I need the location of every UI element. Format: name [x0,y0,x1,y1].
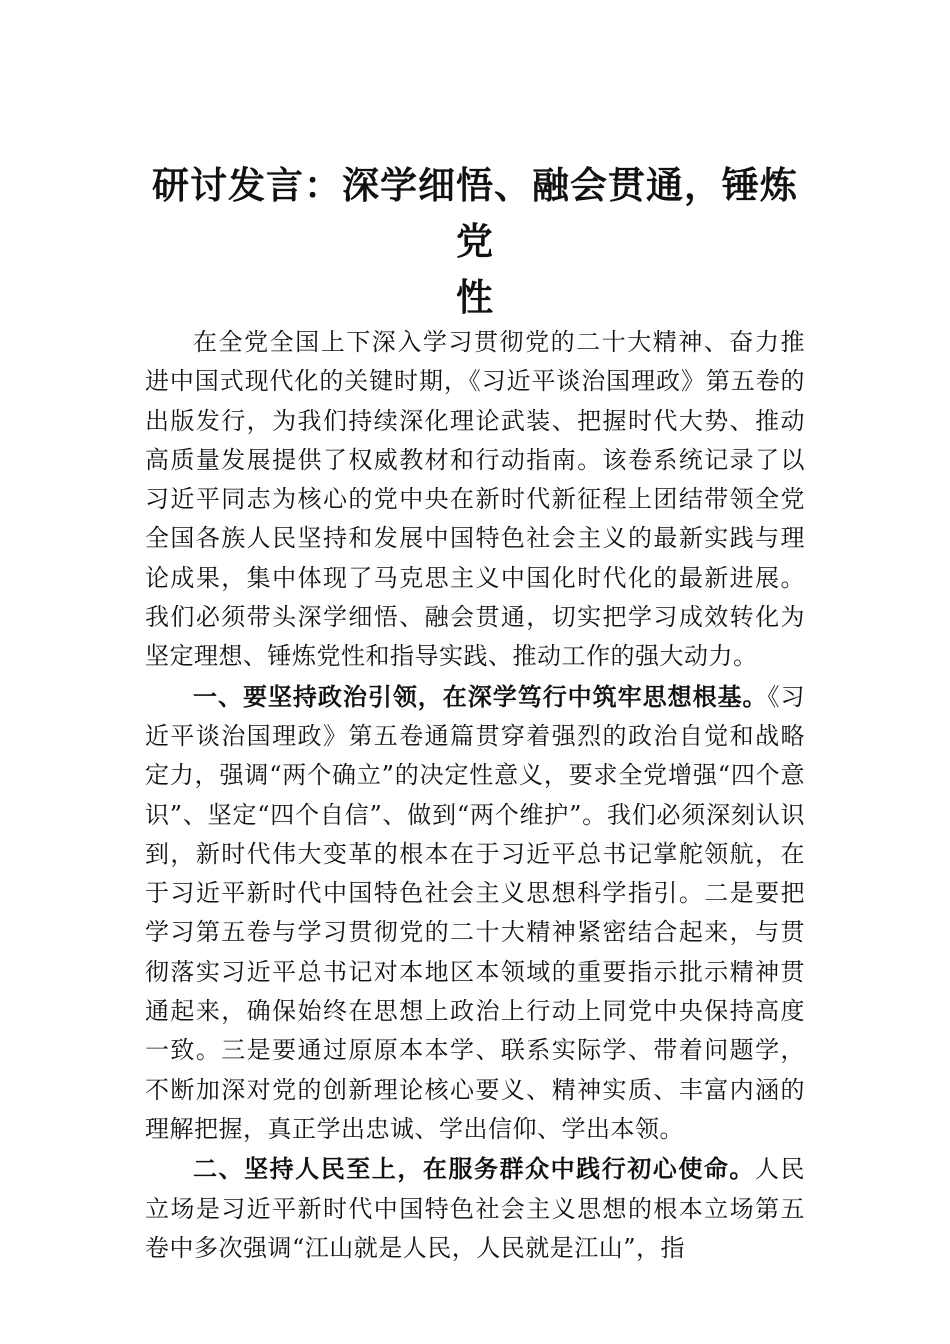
paragraph-text: 在全党全国上下深入学习贯彻党的二十大精神、奋力推进中国式现代化的关键时期，《习近平谈治国理政》第五卷的出版发行，为我们持续深化理论武装、把握时代大势、推动高质量发展提供了权威教材和行动指南。该卷系统记录了以习近平同志为核心的党中央在新时代新征程上团结带领全党全国各族人民坚持和发展中国特色社会主义的最新实践与理论成果，集中体现了马克思主义中国化时代化的最新进展。我们必须带头深学细悟、融会贯通，切实把学习成效转化为坚定理想、锤炼党性和指导实践、推动工作的强大动力。 [145,328,805,671]
paragraph-intro [145,323,805,677]
document-title [140,157,810,325]
paragraph-section-2 [145,1149,805,1268]
title-line-2: 性 [456,275,494,319]
section-heading: 二、坚持人民至上，在服务群众中践行初心使命。 [193,1154,755,1184]
title-line-1: 研讨发言：深学细悟、融会贯通，锤炼党 [152,163,798,263]
paragraph-section-1 [145,677,805,1150]
paragraph-text: 《习近平谈治国理政》第五卷通篇贯穿着强烈的政治自觉和战略定力，强调“两个确立”的决定性意义，要求全党增强“四个意识”、坚定“四个自信”、做到“两个维护”。我们必须深刻认识到，新时代伟大变革的根本在于习近平总书记掌舵领航，在于习近平新时代中国特色社会主义思想科学指引。二是要把学习第五卷与学习贯彻党的二十大精神紧密结合起来，与贯彻落实习近平总书记对本地区本领域的重要指示批示精神贯通起来，确保始终在思想上政治上行动上同党中央保持高度一致。三是要通过原原本本学、联系实际学、带着问题学，不断加深对党的创新理论核心要义、精神实质、丰富内涵的理解把握，真正学出忠诚、学出信仰、学出本领。 [145,682,806,1143]
paragraph-text: 人民立场是习近平新时代中国特色社会主义思想的根本立场第五卷中多次强调“江山就是人民，人民就是江山”，指 [145,1155,806,1262]
section-heading: 一、要坚持政治引领，在深学笃行中筑牢思想根基。 [193,681,768,711]
document-body [145,323,805,1268]
